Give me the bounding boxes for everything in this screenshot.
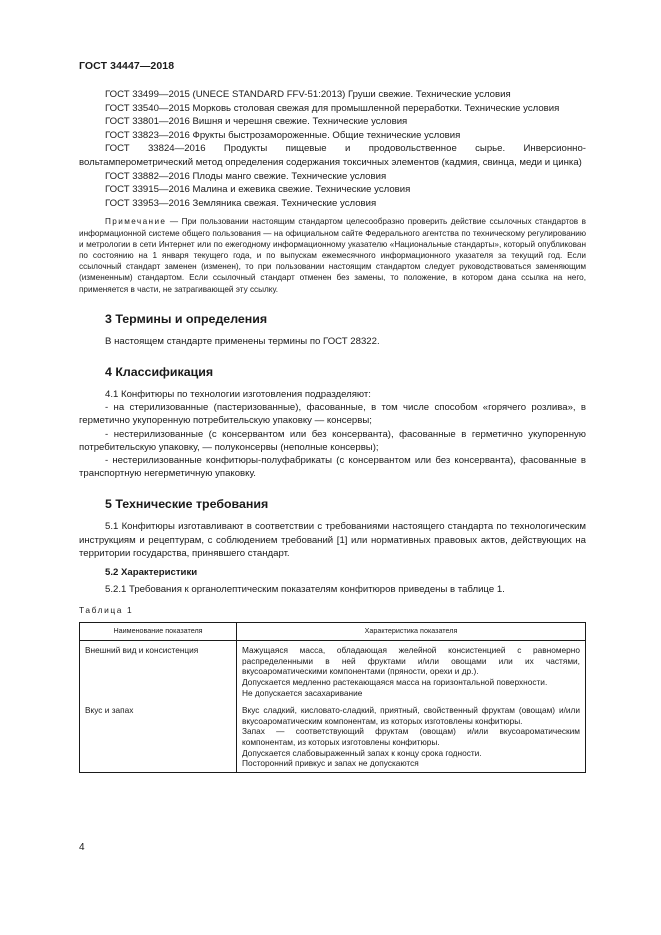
reference-item: ГОСТ 33882—2016 Плоды манго свежие. Технические условия — [105, 170, 387, 182]
page-content — [79, 88, 586, 773]
table-row — [80, 641, 586, 701]
document-header: ГОСТ 34447—2018 — [79, 60, 175, 72]
note-label: Примечание — [105, 217, 167, 227]
classification-item: - нестерилизованные конфитюры-полуфабрикаты (с консервантом или без консерванта), фасованные в транспортную негерметичную упаковку. — [79, 454, 586, 480]
organoleptic-table — [79, 622, 586, 773]
characteristic-cell — [237, 641, 586, 701]
indicator-name-cell: Внешний вид и консистенция — [80, 641, 237, 701]
section-5-1-text: 5.1 Конфитюры изготавливают в соответствии с требованиями настоящего стандарта по технологическим инструкциям и рецептурам, с соблюдением требований [1] или нормативных правовых актов, действующих на территории государства, принявшего стандарт. — [79, 521, 586, 559]
page-number: 4 — [79, 842, 85, 853]
reference-item: ГОСТ 33540—2015 Морковь столовая свежая для промышленной переработки. Технические условия — [105, 102, 560, 114]
characteristic-line: Допускается медленно растекающаяся масса на горизонтальной поверхности. — [242, 676, 548, 687]
table-header-row — [80, 623, 586, 641]
normative-references-list — [79, 88, 586, 210]
section-5-2-1-text: 5.2.1 Требования к органолептическим показателям конфитюров приведены в таблице 1. — [105, 584, 505, 595]
reference-item: ГОСТ 33824—2016 Продукты пищевые и продовольственное сырье. Инверсионно-вольтамперометрический метод определения содержания токсичных элементов (кадмия, свинца, меди и цинка) — [79, 143, 586, 168]
classification-item: - нестерилизованные (с консервантом или без консерванта), фасованные в герметично укупоренную потребительскую упаковку, — полуконсервы (неполные консервы); — [79, 428, 586, 453]
section-4-intro: 4.1 Конфитюры по технологии изготовления подразделяют: — [105, 388, 371, 400]
table-caption: Таблица 1 — [79, 605, 134, 616]
section-3-text: В настоящем стандарте применены термины по ГОСТ 28322. — [105, 335, 380, 347]
characteristic-line: Посторонний привкус и запах не допускаются — [242, 758, 419, 769]
characteristic-line: Запах — соответствующий фруктам (овощам) и/или вкусоароматическим компонентам, из которых изготовлены конфитюры. — [242, 726, 580, 747]
references-note — [79, 216, 586, 294]
section-5-heading: 5 Технические требования — [105, 497, 269, 512]
indicator-name-cell: Вкус и запах — [80, 701, 237, 772]
section-3-heading: 3 Термины и определения — [105, 311, 268, 326]
section-4-heading: 4 Классификация — [105, 364, 214, 379]
section-5-2-heading: 5.2 Характеристики — [105, 567, 198, 578]
table-row — [80, 701, 586, 772]
note-text: — При пользовании настоящим стандартом целесообразно проверить действие ссылочных стандартов в информационной системе общего пользования — на официальном сайте Федерального агентства по техническому регулированию и метрологии в сети Интернет или по ежегодному информационному указателю «Национальные стандарты», который опубликован по состоянию на 1 января текущего года, и по выпускам ежемесячного информационного указателя за текущий год. Если ссылочный стандарт заменен (изменен), то при пользовании настоящим стандартом следует руководствоваться заменяющим (измененным) стандартом. Если ссылочный стандарт отменен без замены, то положение, в котором дана ссылка на него, применяется в части, не затрагивающей эту ссылку. — [79, 217, 586, 294]
classification-item: - на стерилизованные (пастеризованные), фасованные, в том числе способом «горячего розлива», в герметично укупоренную потребительскую упаковку — консервы; — [79, 402, 586, 427]
reference-item: ГОСТ 33915—2016 Малина и ежевика свежие. Технические условия — [105, 184, 411, 196]
reference-item: ГОСТ 33801—2016 Вишня и черешня свежие. Технические условия — [105, 116, 408, 128]
characteristic-cell — [237, 701, 586, 772]
reference-item: ГОСТ 33823—2016 Фрукты быстрозамороженные. Общие технические условия — [105, 129, 461, 141]
characteristic-line: Вкус сладкий, кисловато-сладкий, приятный, свойственный фруктам (овощам) и/или вкусоароматическим компонентам, из которых изготовлены конфитюры. — [242, 705, 580, 726]
column-header-indicator: Наименование показателя — [80, 623, 237, 641]
reference-item: ГОСТ 33953—2016 Земляника свежая. Технические условия — [105, 197, 377, 209]
characteristic-line: Не допускается засахаривание — [242, 687, 363, 698]
characteristic-line: Допускается слабовыраженный запах к концу срока годности. — [242, 747, 482, 758]
column-header-characteristic: Характеристика показателя — [237, 623, 586, 641]
characteristic-line: Мажущаяся масса, обладающая желейной консистенцией с равномерно распределенными в ней фруктами и/или овощами или их частями, вкусоароматическими компонентами (пряности, орехи и др.). — [242, 645, 580, 677]
reference-item: ГОСТ 33499—2015 (UNECE STANDARD FFV-51:2013) Груши свежие. Технические условия — [105, 89, 511, 100]
